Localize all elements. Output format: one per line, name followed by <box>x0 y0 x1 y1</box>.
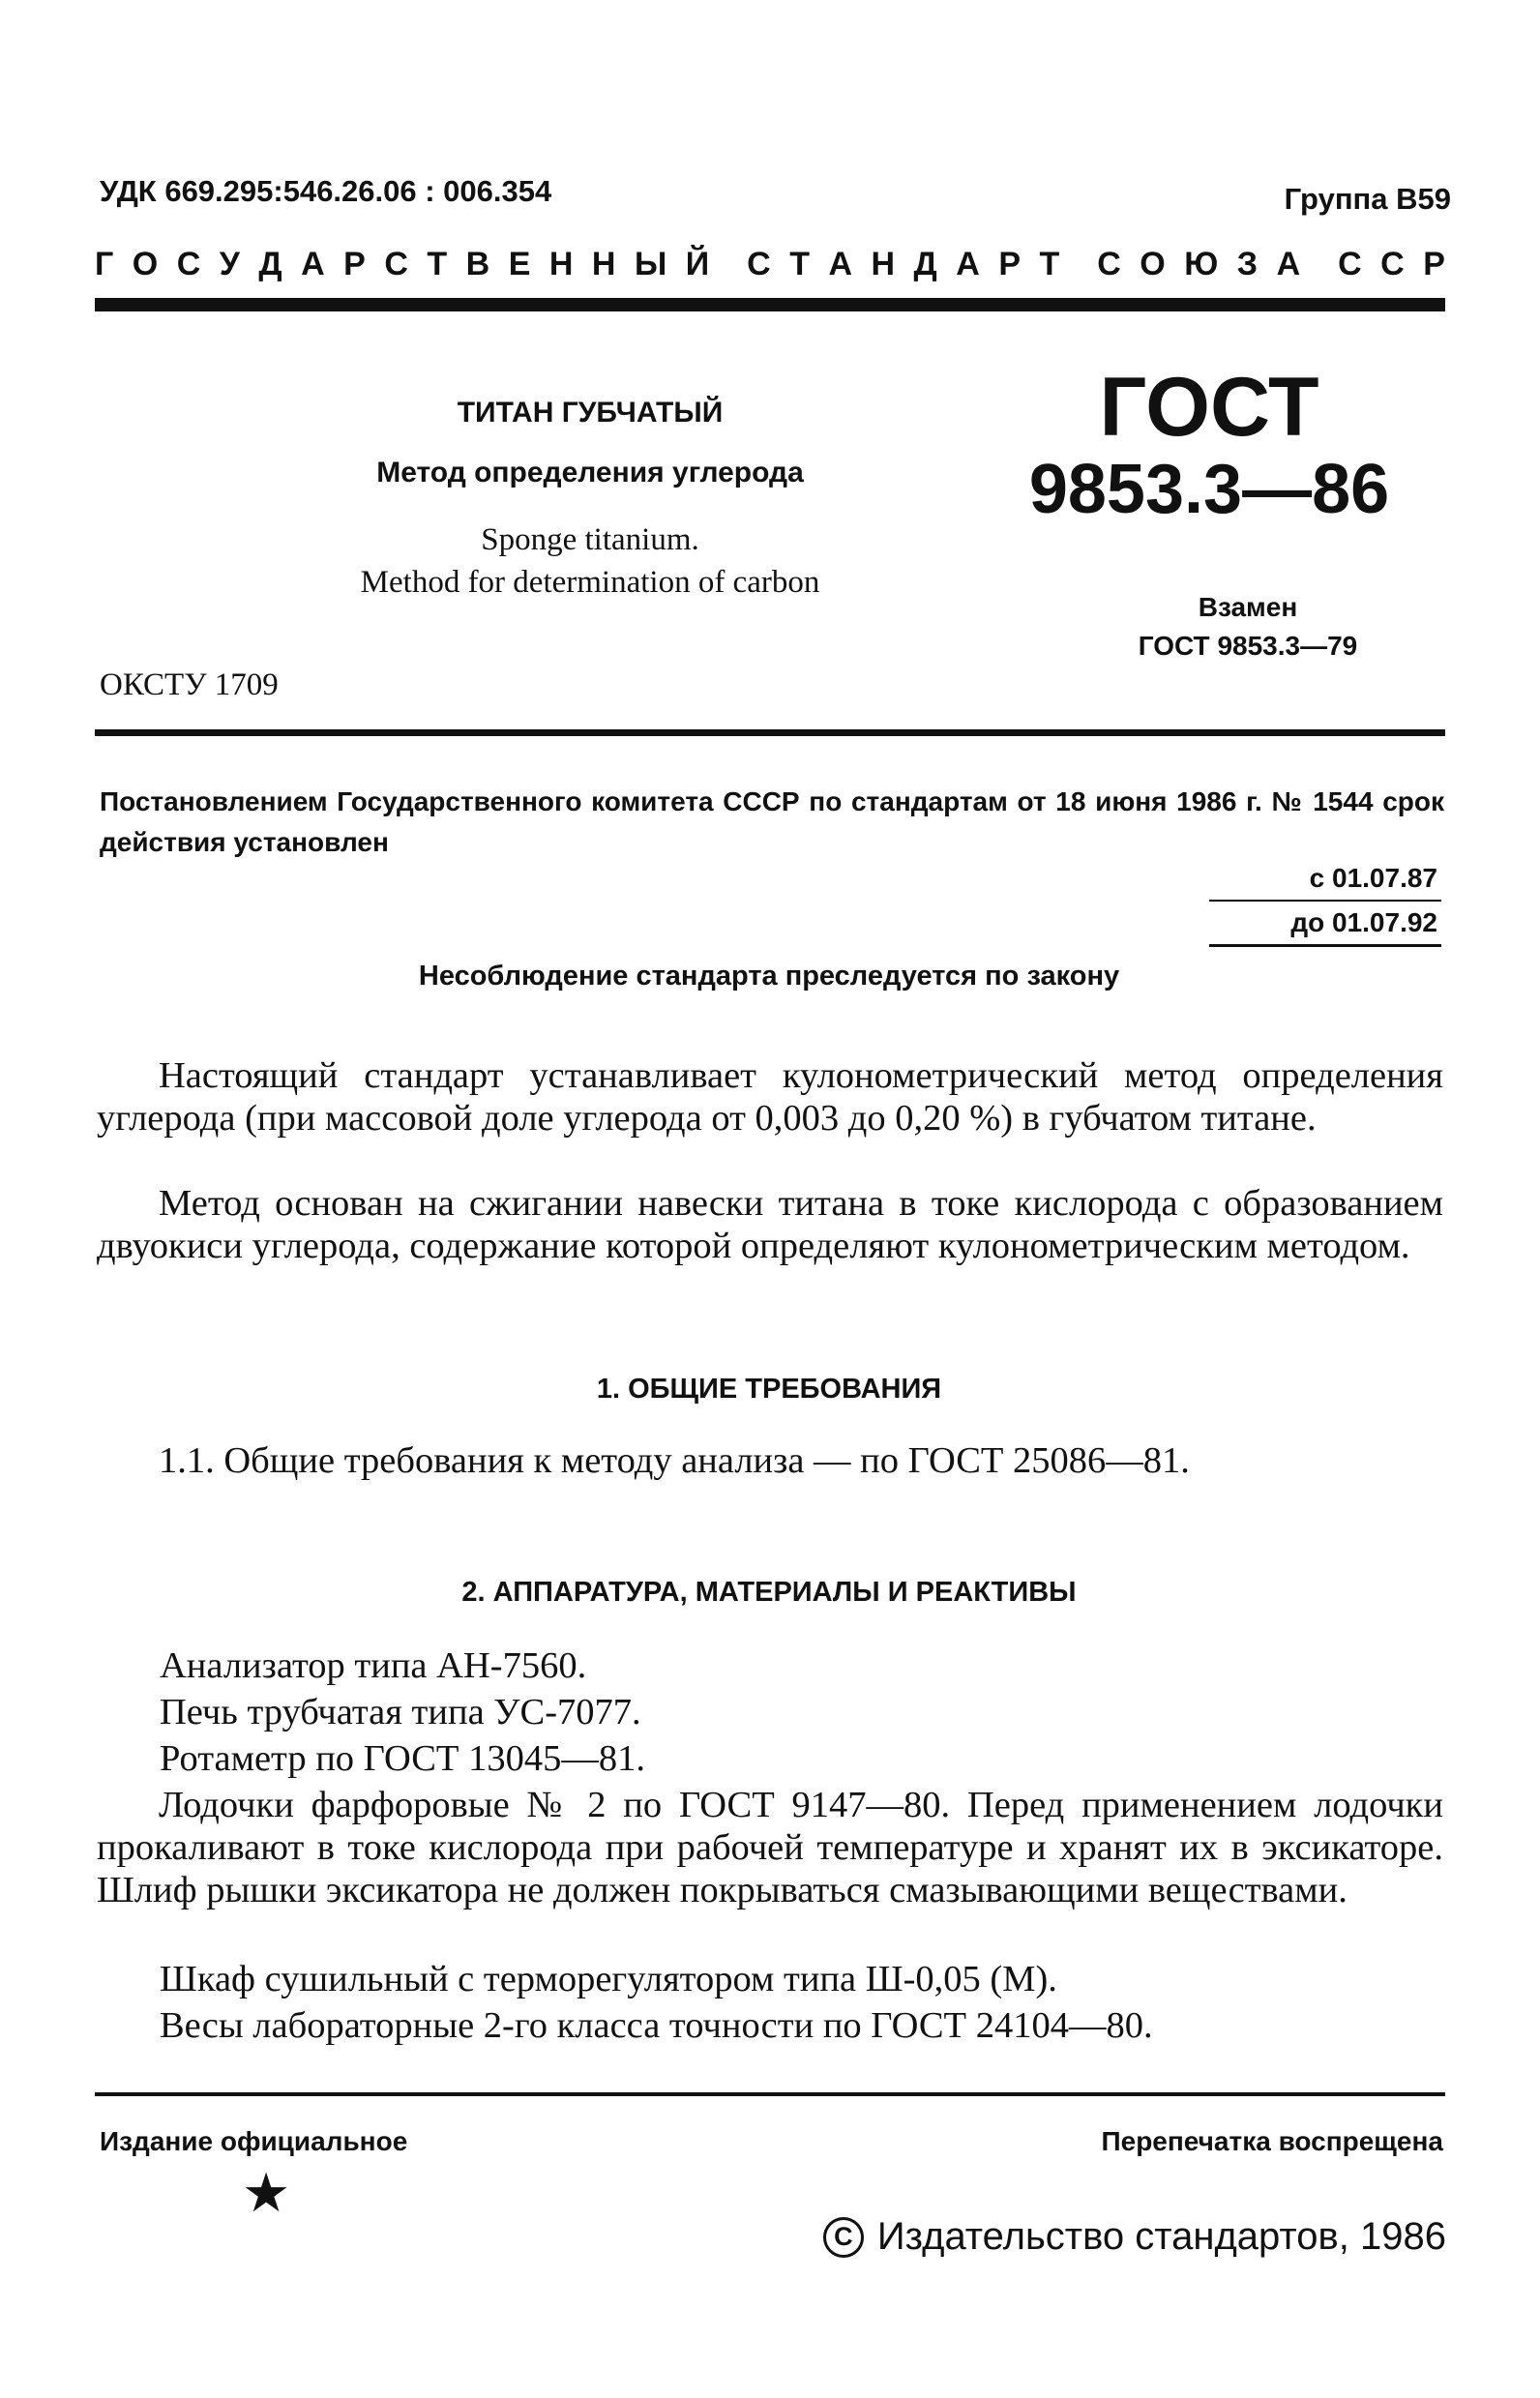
section-1-text: 1.1. Общие требования к методу анализа — по ГОСТ 25086—81. <box>159 1440 1190 1481</box>
heading-letter: Г <box>95 246 114 282</box>
footer-rule <box>95 2092 1445 2096</box>
heading-letter: Р <box>343 246 366 282</box>
heading-letter: Е <box>508 246 531 282</box>
heading-letter: С <box>1338 246 1362 282</box>
violation-notice: Несоблюдение стандарта преследуется по закону <box>418 961 1120 992</box>
validity-dates <box>1209 859 1441 947</box>
group-code: Группа В59 <box>1284 182 1451 216</box>
heading-letter: Н <box>548 246 574 282</box>
udk-code: УДК 669.295:546.26.06 : 006.354 <box>100 174 552 208</box>
heading-letter: С <box>384 246 408 282</box>
valid-to: до 01.07.92 <box>1290 907 1437 937</box>
copyright-line <box>755 2215 1446 2259</box>
heading-letter: У <box>219 246 240 282</box>
section-2-heading: 2. АППАРАТУРА, МАТЕРИАЛЫ И РЕАКТИВЫ <box>461 1577 1077 1608</box>
intro-paragraph-2 <box>97 1182 1443 1267</box>
heading-letter: О <box>1140 246 1166 282</box>
title-en-line1: Sponge titanium. <box>481 522 699 557</box>
okstu-code: ОКСТУ 1709 <box>100 667 279 702</box>
heading-letter: О <box>132 246 159 282</box>
item-scales: Весы лабораторные 2-го класса точности по ГОСТ 24104—80. <box>160 2005 1153 2046</box>
heading-letter: Д <box>913 246 937 282</box>
heading-letter: Т <box>1039 246 1060 282</box>
heading-letter: А <box>956 246 980 282</box>
heading-letter: Й <box>685 246 710 282</box>
title-en-line2: Method for determination of carbon <box>360 565 820 600</box>
heading-letter: Д <box>258 246 282 282</box>
heading-letter: Ю <box>1184 246 1219 282</box>
date-divider <box>1209 900 1441 902</box>
replaces-block <box>1083 588 1412 666</box>
heading-letter: Н <box>871 246 896 282</box>
publisher: Издательство стандартов, 1986 <box>876 2215 1446 2258</box>
heading-letter: З <box>1236 246 1259 282</box>
item-furnace: Печь трубчатая типа УС-7077. <box>160 1692 641 1732</box>
reprint-prohibited: Перепечатка воспрещена <box>1101 2126 1443 2156</box>
date-underline <box>1209 944 1441 947</box>
heading-letter: Т <box>789 246 810 282</box>
item-rotameter: Ротаметр по ГОСТ 13045—81. <box>160 1738 645 1779</box>
item-analyzer: Анализатор типа АН-7560. <box>160 1645 587 1686</box>
gost-label: ГОСТ <box>1099 361 1319 454</box>
heading-letter: Р <box>1423 246 1445 282</box>
heading-letter: В <box>465 246 490 282</box>
copyright-icon: С <box>823 2217 864 2258</box>
decree-text: Постановлением Государственного комитета СССР по стандартам от 18 июня 1986 г. № 1544 срок действия установлен <box>100 786 1444 857</box>
item-boats: Лодочки фарфоровые № 2 по ГОСТ 9147—80. Перед применением лодочки прокаливают в токе кислорода при рабочей температуре и хранят их в эксикаторе. Шлиф рышки эксикатора не должен покрываться смазывающими веществами. <box>97 1785 1443 1910</box>
state-standard-heading <box>95 246 1445 283</box>
heading-letter: Н <box>591 246 616 282</box>
replaces-label: Взамен <box>1198 592 1298 622</box>
intro-paragraph-1 <box>97 1054 1443 1140</box>
star-icon: ★ <box>242 2164 291 2224</box>
item-oven: Шкаф сушильный с терморегулятором типа Ш-0,05 (М). <box>160 1959 1057 1999</box>
title-rule <box>95 729 1445 736</box>
heading-letter: Т <box>427 246 448 282</box>
heading-letter: С <box>1380 246 1405 282</box>
heading-letter: С <box>1097 246 1121 282</box>
heading-letter: С <box>176 246 201 282</box>
title-ru: ТИТАН ГУБЧАТЫЙ <box>457 397 724 429</box>
valid-from: с 01.07.87 <box>1309 863 1437 893</box>
official-edition: Издание официальное <box>100 2126 408 2156</box>
heading-letter: А <box>301 246 325 282</box>
heading-letter: Р <box>998 246 1021 282</box>
gost-number: 9853.3—86 <box>1028 451 1390 528</box>
intro-text-1: Настоящий стандарт устанавливает кулонометрический метод определения углерода (при массовой доле углерода от 0,003 до 0,20 %) в губчатом титане. <box>97 1055 1443 1139</box>
heading-letter: Ы <box>634 246 667 282</box>
section-1-paragraph <box>97 1439 1443 1482</box>
header-rule <box>95 298 1445 311</box>
item-boats-paragraph <box>97 1784 1443 1911</box>
heading-letter: А <box>828 246 853 282</box>
replaces-gost: ГОСТ 9853.3—79 <box>1138 631 1358 661</box>
heading-letter: С <box>747 246 771 282</box>
title-en <box>242 518 938 604</box>
subtitle-ru: Метод определения углерода <box>376 457 804 488</box>
section-1-heading: 1. ОБЩИЕ ТРЕБОВАНИЯ <box>596 1374 942 1405</box>
intro-text-2: Метод основан на сжигании навески титана в токе кислорода с образованием двуокиси углерода, содержание которой определяют кулонометрическим методом. <box>97 1183 1443 1266</box>
heading-letter: А <box>1276 246 1301 282</box>
